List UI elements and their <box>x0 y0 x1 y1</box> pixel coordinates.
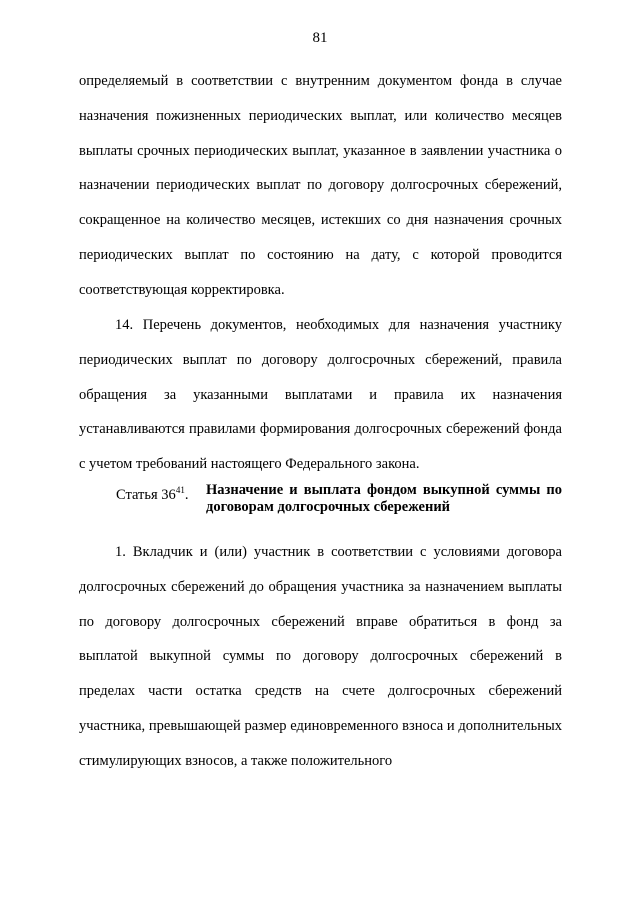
article-label-superscript: 41 <box>175 485 185 495</box>
paragraph-continuation: определяемый в соответствии с внутренним документом фонда в случае назначения пожизненных периодических выплат, или количество месяцев выплаты срочных периодических выплат, указанное в заявлении участника о назначении периодических выплат по договору долгосрочных сбережений, сокращенное на количество месяцев, истекших со дня назначения срочных периодических выплат по состоянию на дату, с которой проводится соответствующая корректировка. <box>79 73 562 298</box>
article-label-prefix: Статья 36 <box>116 486 176 503</box>
article-label <box>116 482 188 504</box>
article-label-suffix: . <box>184 486 189 503</box>
article-title: Назначение и выплата фондом выкупной суммы по договорам долгосрочных сбережений <box>206 482 562 515</box>
paragraph-item-14: 14. Перечень документов, необходимых для назначения участнику периодических выплат по договору долгосрочных сбережений, правила обращения за указанными выплатами и правила их назначения устанавливаются правилами формирования долгосрочных сбережений фонда с учетом требований настоящего Федерального закона. <box>79 317 562 473</box>
paragraph-item-1: 1. Вкладчик и (или) участник в соответствии с условиями договора долгосрочных сбережений до обращения участника за назначением выплаты по договору долгосрочных сбережений вправе обратиться в фонд за выплатой выкупной суммы по договору долгосрочных сбережений в пределах части остатка средств на счете долгосрочных сбережений участника, превышающей размер единовременного взноса и дополнительных стимулирующих взносов, а также положительного <box>79 544 562 769</box>
page-number: 81 <box>312 30 328 46</box>
